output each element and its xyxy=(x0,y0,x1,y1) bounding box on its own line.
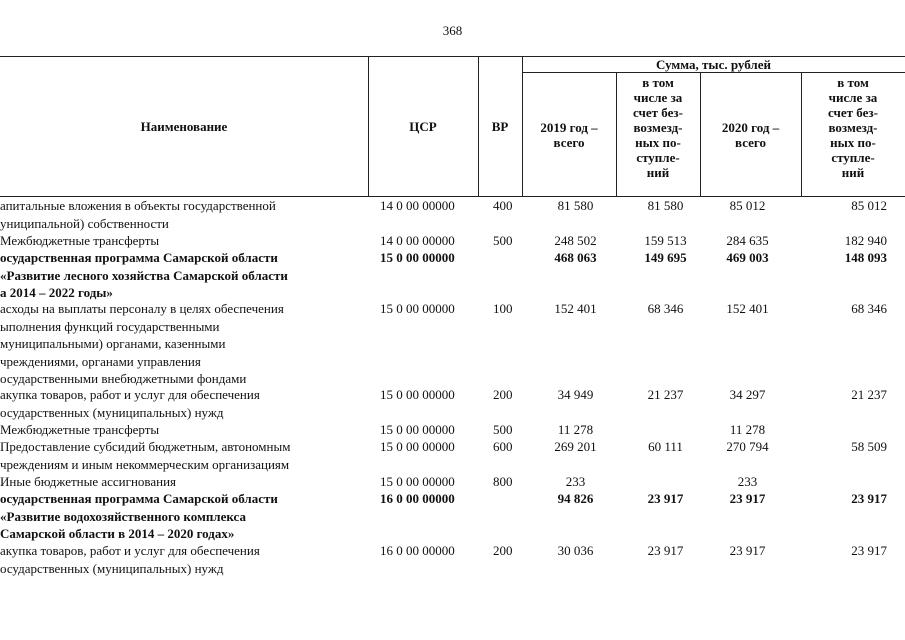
row-2020-total: 152 401 xyxy=(726,301,769,316)
header-name: Наименование xyxy=(140,119,228,134)
header-2019-total: 2019 год – всего xyxy=(540,120,598,150)
row-2020-incl: 182 940 xyxy=(844,233,887,248)
row-2020-total: 233 xyxy=(737,474,758,489)
row-vr: 100 xyxy=(493,301,513,316)
row-2020-incl: 23 917 xyxy=(851,491,887,506)
row-vr: 500 xyxy=(493,233,513,248)
row-vr: 200 xyxy=(493,543,513,558)
row-2019-incl: 23 917 xyxy=(647,491,684,506)
row-2019-incl: 23 917 xyxy=(647,543,684,558)
row-name: Межбюджетные трансферты xyxy=(0,233,160,248)
row-2020-incl: 23 917 xyxy=(851,543,887,558)
row-csr: 14 0 00 00000 xyxy=(380,198,455,213)
sum-group-rule xyxy=(522,72,905,73)
row-2019-incl: 60 111 xyxy=(648,439,683,454)
row-csr: 15 0 00 00000 xyxy=(380,422,455,437)
row-2019-total: 81 580 xyxy=(557,198,594,213)
row-2020-incl: 68 346 xyxy=(851,301,887,316)
row-2019-total: 11 278 xyxy=(557,422,594,437)
row-2019-total: 468 063 xyxy=(554,250,597,265)
row-2019-total: 269 201 xyxy=(554,439,597,454)
row-2019-incl: 21 237 xyxy=(647,387,684,402)
row-2020-total: 34 297 xyxy=(729,387,766,402)
row-2020-total: 270 794 xyxy=(726,439,769,454)
row-2019-total: 94 826 xyxy=(557,491,594,506)
row-2020-total: 11 278 xyxy=(729,422,766,437)
row-2019-incl: 81 580 xyxy=(647,198,684,213)
header-2020-incl: в том числе за счет без- возмезд- ных по- ступле- ний xyxy=(828,75,878,180)
row-vr: 800 xyxy=(493,474,513,489)
row-csr: 15 0 00 00000 xyxy=(380,439,455,454)
row-name: Иные бюджетные ассигнования xyxy=(0,474,177,489)
row-name: Предоставление субсидий бюджетным, автономным чреждениям и иным некоммерческим организациям xyxy=(0,439,291,472)
header-2020-total: 2020 год – всего xyxy=(721,120,780,150)
row-2019-total: 233 xyxy=(565,474,586,489)
header-sum-group: Сумма, тыс. рублей xyxy=(656,57,771,72)
row-vr: 400 xyxy=(493,198,513,213)
row-csr: 14 0 00 00000 xyxy=(380,233,455,248)
row-2020-total: 469 003 xyxy=(726,250,769,265)
row-2020-incl: 21 237 xyxy=(851,387,887,402)
row-name: осударственная программа Самарской области «Развитие водохозяйственного комплекса Самарской области в 2014 – 2020 годах» xyxy=(0,491,278,541)
row-name: акупка товаров, работ и услуг для обеспечения осударственных (муниципальных) нужд xyxy=(0,543,260,576)
row-2019-incl: 159 513 xyxy=(644,233,687,248)
row-csr: 15 0 00 00000 xyxy=(380,301,455,316)
row-name: осударственная программа Самарской области «Развитие лесного хозяйства Самарской области а 2014 – 2022 годы» xyxy=(0,250,288,300)
row-vr: 200 xyxy=(493,387,513,402)
row-2019-total: 30 036 xyxy=(557,543,594,558)
row-csr: 15 0 00 00000 xyxy=(380,387,455,402)
page-number: 368 xyxy=(442,23,463,38)
row-csr: 16 0 00 00000 xyxy=(380,543,455,558)
row-csr: 16 0 00 00000 xyxy=(380,491,455,506)
row-2019-incl: 149 695 xyxy=(644,250,687,265)
header-vr: ВР xyxy=(491,119,509,134)
row-name: апитальные вложения в объекты государственной униципальной) собственности xyxy=(0,198,276,231)
row-name: акупка товаров, работ и услуг для обеспечения осударственных (муниципальных) нужд xyxy=(0,387,260,420)
header-csr: ЦСР xyxy=(409,119,437,134)
row-csr: 15 0 00 00000 xyxy=(380,474,455,489)
row-name: Межбюджетные трансферты xyxy=(0,422,160,437)
row-2019-incl: 68 346 xyxy=(647,301,684,316)
row-2020-total: 23 917 xyxy=(729,543,766,558)
header-2019-incl: в том числе за счет без- возмезд- ных по- ступле- ний xyxy=(633,75,683,180)
row-2020-total: 284 635 xyxy=(726,233,769,248)
row-2020-incl: 85 012 xyxy=(851,198,887,213)
row-2020-total: 85 012 xyxy=(729,198,766,213)
row-csr: 15 0 00 00000 xyxy=(380,250,455,265)
row-2020-total: 23 917 xyxy=(729,491,766,506)
row-2020-incl: 58 509 xyxy=(851,439,887,454)
row-2020-incl: 148 093 xyxy=(844,250,887,265)
row-2019-total: 152 401 xyxy=(554,301,597,316)
row-2019-total: 248 502 xyxy=(554,233,597,248)
table-header xyxy=(0,56,905,197)
row-2019-total: 34 949 xyxy=(557,387,594,402)
row-vr: 600 xyxy=(493,439,513,454)
row-vr: 500 xyxy=(493,422,513,437)
row-name: асходы на выплаты персоналу в целях обеспечения ыполнения функций государственными муниципальными) органами, казенными чреждениями, органами управления осударственными внебюджетными фондами xyxy=(0,301,284,386)
